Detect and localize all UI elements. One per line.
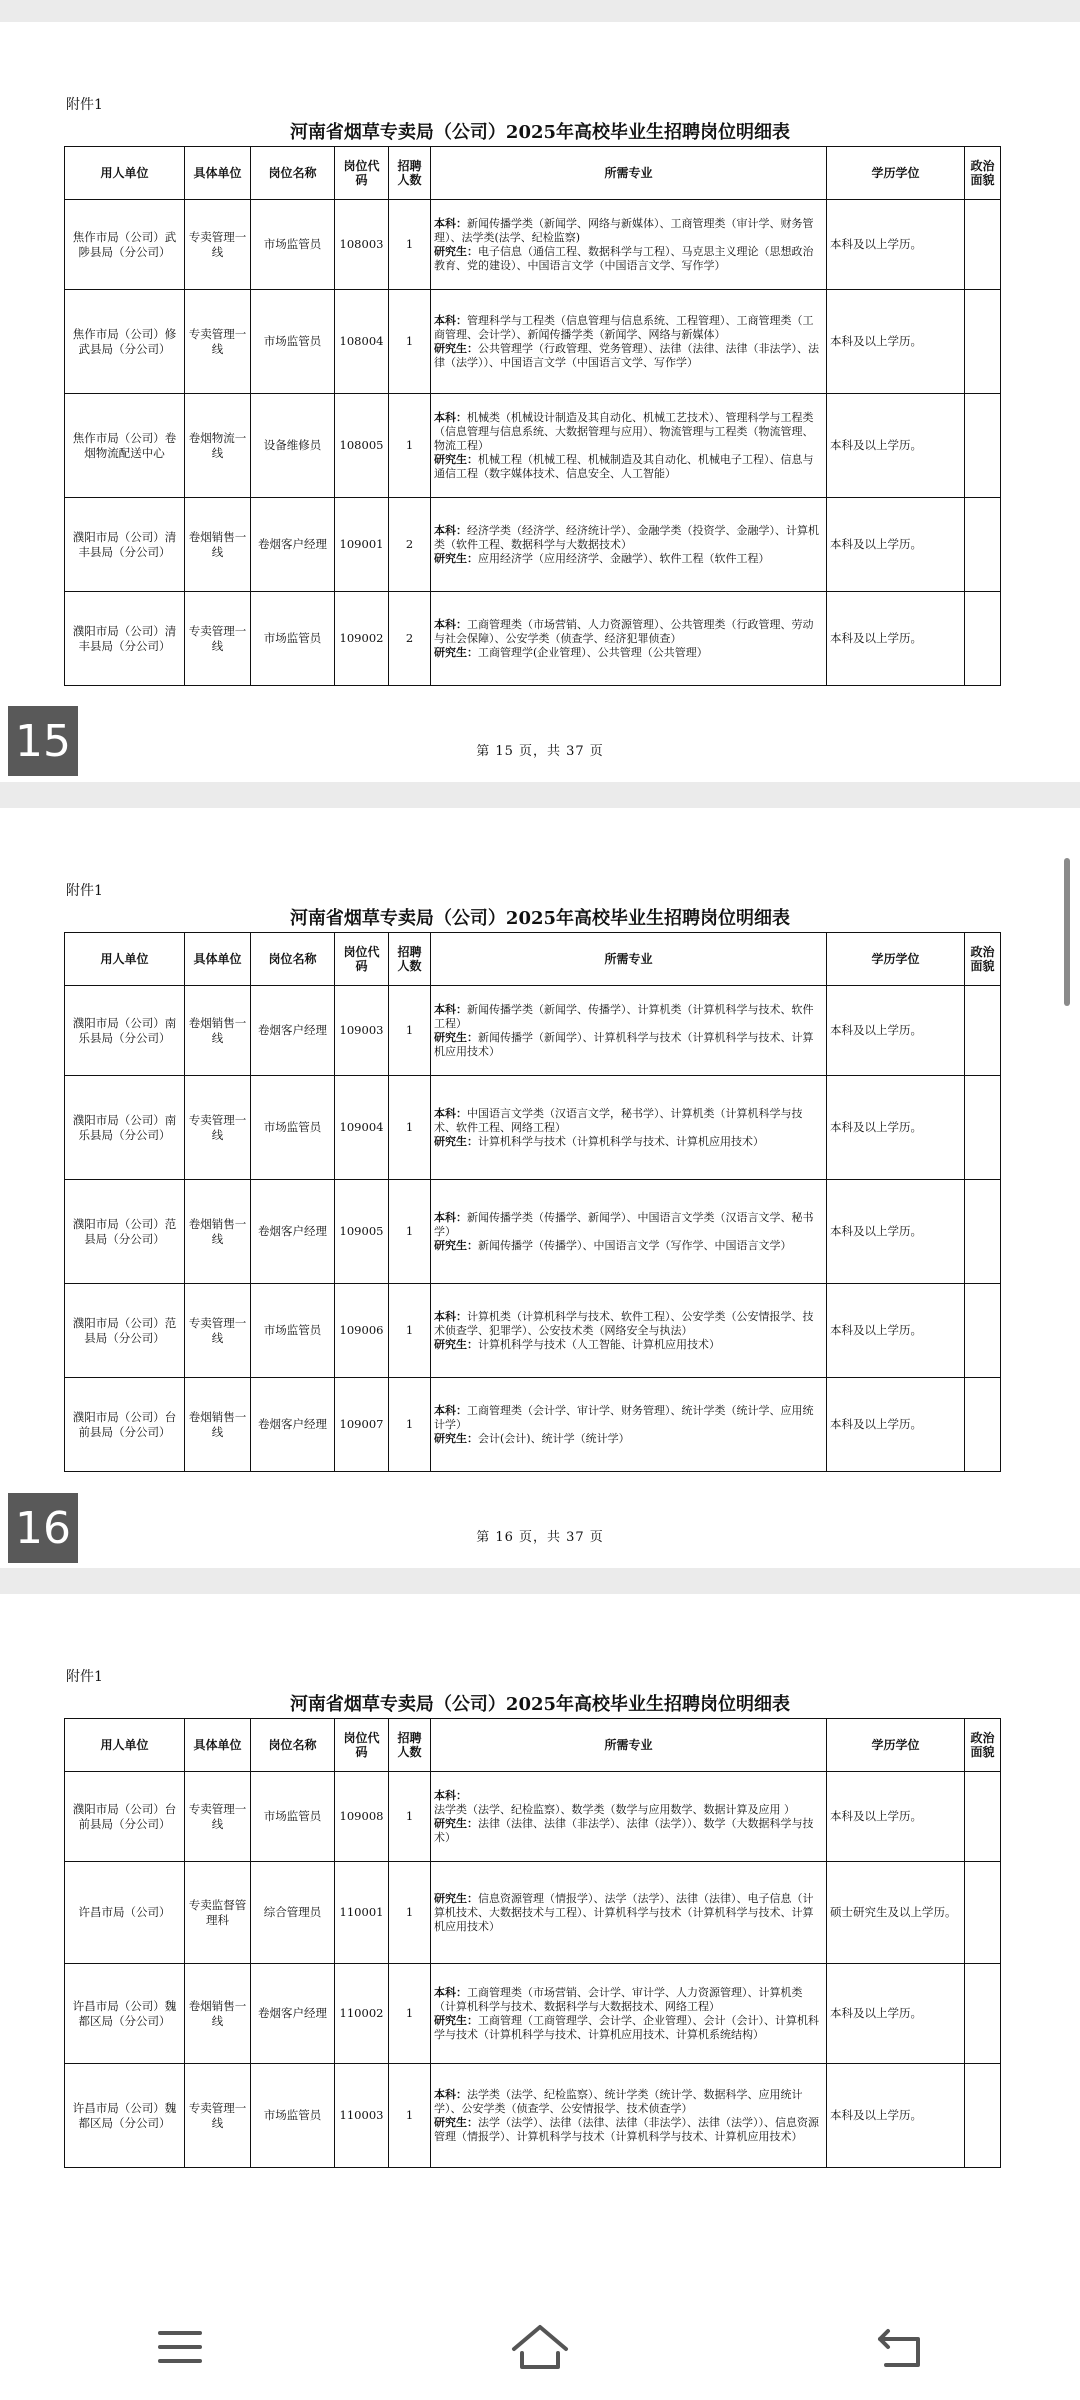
- column-header: 岗位代码: [335, 933, 389, 986]
- unit-cell: 焦作市局（公司）卷烟物流配送中心: [65, 394, 185, 498]
- jobs-table: [64, 146, 1001, 686]
- dept-cell: 卷烟销售一线: [185, 498, 251, 592]
- count-cell: 1: [389, 1964, 431, 2064]
- code-cell: 109006: [335, 1284, 389, 1378]
- undergrad-majors: [434, 1310, 823, 1338]
- politics-cell: [965, 1862, 1001, 1964]
- undergrad-text: 工商管理类（会计学、审计学、财务管理）、统计学类（统计学、应用统计学）: [434, 1403, 814, 1431]
- position-cell: 市场监管员: [251, 592, 335, 686]
- table-row: [65, 1076, 1001, 1180]
- major-cell: [431, 1180, 827, 1284]
- education-cell: 本科及以上学历。: [827, 1180, 965, 1284]
- code-cell: 109007: [335, 1378, 389, 1472]
- position-cell: 市场监管员: [251, 290, 335, 394]
- undergrad-majors: [434, 1404, 823, 1432]
- grad-label: 研究生：: [434, 1891, 478, 1905]
- politics-cell: [965, 200, 1001, 290]
- table-row: [65, 290, 1001, 394]
- grad-text: 新闻传播学（新闻学）、计算机科学与技术（计算机科学与技术、计算机应用技术）: [434, 1030, 814, 1058]
- jobs-table: [64, 1718, 1001, 2168]
- undergrad-text: 新闻传播学类（新闻学、网络与新媒体）、工商管理类（审计学、财务管理）、法学类(法学、纪检监察): [434, 216, 814, 244]
- column-header: 招聘人数: [389, 933, 431, 986]
- column-header: 岗位名称: [251, 933, 335, 986]
- grad-label: 研究生：: [434, 1030, 478, 1044]
- major-cell: [431, 498, 827, 592]
- undergrad-majors: [434, 1986, 823, 2014]
- grad-majors: [434, 1817, 823, 1845]
- column-header: 政治面貌: [965, 933, 1001, 986]
- unit-cell: 濮阳市局（公司）清丰县局（分公司）: [65, 498, 185, 592]
- dept-cell: 卷烟销售一线: [185, 1964, 251, 2064]
- table-header-row: [65, 1719, 1001, 1772]
- undergrad-label: 本科：: [434, 1210, 467, 1224]
- dept-cell: 专卖管理一线: [185, 2064, 251, 2168]
- major-cell: [431, 1862, 827, 1964]
- count-cell: 1: [389, 986, 431, 1076]
- table-row: [65, 592, 1001, 686]
- undergrad-majors: [434, 524, 823, 552]
- dept-cell: 专卖管理一线: [185, 1284, 251, 1378]
- grad-majors: [434, 1031, 823, 1059]
- unit-cell: 濮阳市局（公司）南乐县局（分公司）: [65, 1076, 185, 1180]
- undergrad-text: 计算机类（计算机科学与技术、软件工程）、公安学类（公安情报学、技术侦查学、犯罪学）、公安技术类（网络安全与执法）: [434, 1309, 814, 1337]
- grad-majors: [434, 1338, 823, 1352]
- undergrad-label: 本科：: [434, 216, 467, 230]
- education-cell: 本科及以上学历。: [827, 1076, 965, 1180]
- major-cell: [431, 592, 827, 686]
- position-cell: 市场监管员: [251, 1772, 335, 1862]
- column-header: 学历学位: [827, 147, 965, 200]
- grad-majors: [434, 1432, 823, 1446]
- table-body: [65, 1772, 1001, 2168]
- pdf-page-15: [0, 22, 1080, 782]
- column-header: 具体单位: [185, 147, 251, 200]
- column-header: 所需专业: [431, 147, 827, 200]
- table-row: [65, 986, 1001, 1076]
- jobs-table: [64, 932, 1001, 1472]
- count-cell: 1: [389, 1772, 431, 1862]
- position-cell: 市场监管员: [251, 1284, 335, 1378]
- education-cell: 本科及以上学历。: [827, 986, 965, 1076]
- code-cell: 110002: [335, 1964, 389, 2064]
- politics-cell: [965, 1076, 1001, 1180]
- code-cell: 110001: [335, 1862, 389, 1964]
- column-header: 招聘人数: [389, 1719, 431, 1772]
- column-header: 岗位名称: [251, 147, 335, 200]
- education-cell: 本科及以上学历。: [827, 2064, 965, 2168]
- position-cell: 市场监管员: [251, 2064, 335, 2168]
- unit-cell: 焦作市局（公司）修武县局（分公司）: [65, 290, 185, 394]
- page-number-badge: 15: [8, 706, 78, 776]
- politics-cell: [965, 1284, 1001, 1378]
- grad-majors: [434, 552, 823, 566]
- major-cell: [431, 1076, 827, 1180]
- undergrad-majors: [434, 217, 823, 245]
- code-cell: 110003: [335, 2064, 389, 2168]
- dept-cell: 卷烟物流一线: [185, 394, 251, 498]
- grad-text: 计算机科学与技术（计算机科学与技术、计算机应用技术）: [478, 1134, 764, 1148]
- unit-cell: 许昌市局（公司）: [65, 1862, 185, 1964]
- document-title: 河南省烟草专卖局（公司）2025年高校毕业生招聘岗位明细表: [289, 908, 791, 929]
- politics-cell: [965, 1180, 1001, 1284]
- grad-label: 研究生：: [434, 645, 478, 659]
- undergrad-majors: [434, 2088, 823, 2116]
- scrollbar-thumb[interactable]: [1064, 858, 1070, 1006]
- undergrad-majors: [434, 411, 823, 453]
- unit-cell: 许昌市局（公司）魏都区局（分公司）: [65, 2064, 185, 2168]
- undergrad-label: 本科：: [434, 2087, 467, 2101]
- politics-cell: [965, 1964, 1001, 2064]
- count-cell: 1: [389, 1284, 431, 1378]
- grad-majors: [434, 245, 823, 273]
- unit-cell: 许昌市局（公司）魏都区局（分公司）: [65, 1964, 185, 2064]
- grad-text: 新闻传播学（传播学）、中国语言文学（写作学、中国语言文学）: [478, 1238, 792, 1252]
- grad-label: 研究生：: [434, 452, 478, 466]
- document-title: 河南省烟草专卖局（公司）2025年高校毕业生招聘岗位明细表: [289, 122, 791, 143]
- table-row: [65, 1772, 1001, 1862]
- nav-menu-button[interactable]: [140, 2307, 220, 2387]
- grad-majors: [434, 646, 823, 660]
- code-cell: 109003: [335, 986, 389, 1076]
- major-cell: [431, 200, 827, 290]
- column-header: 岗位代码: [335, 147, 389, 200]
- code-cell: 108003: [335, 200, 389, 290]
- grad-majors: [434, 2116, 823, 2144]
- grad-label: 研究生：: [434, 1816, 478, 1830]
- table-row: [65, 1180, 1001, 1284]
- code-cell: 109008: [335, 1772, 389, 1862]
- count-cell: 1: [389, 1378, 431, 1472]
- undergrad-majors: [434, 1003, 823, 1031]
- education-cell: 本科及以上学历。: [827, 592, 965, 686]
- grad-text: 法律（法律、法律（非法学）、法律（法学））、数学（大数据科学与技术）: [434, 1816, 814, 1844]
- undergrad-text: 新闻传播学类（新闻学、传播学）、计算机类（计算机科学与技术、软件工程）: [434, 1002, 814, 1030]
- grad-majors: [434, 1135, 823, 1149]
- grad-label: 研究生：: [434, 2013, 478, 2027]
- major-cell: [431, 290, 827, 394]
- table-row: [65, 1862, 1001, 1964]
- count-cell: 2: [389, 592, 431, 686]
- undergrad-label: 本科：: [434, 523, 467, 537]
- table-row: [65, 1378, 1001, 1472]
- code-cell: 109001: [335, 498, 389, 592]
- position-cell: 市场监管员: [251, 1076, 335, 1180]
- position-cell: 卷烟客户经理: [251, 498, 335, 592]
- undergrad-text: 法学类（法学、纪检监察）、统计学类（统计学、数据科学、应用统计学）、公安学类（侦查学、公安情报学、技术侦查学）: [434, 2087, 803, 2115]
- nav-home-button[interactable]: [500, 2307, 580, 2387]
- undergrad-text: 新闻传播学类（传播学、新闻学）、中国语言文学类（汉语言文学、秘书学）: [434, 1210, 814, 1238]
- dept-cell: 专卖管理一线: [185, 200, 251, 290]
- position-cell: 市场监管员: [251, 200, 335, 290]
- education-cell: 硕士研究生及以上学历。: [827, 1862, 965, 1964]
- education-cell: 本科及以上学历。: [827, 498, 965, 592]
- dept-cell: 专卖监督管理科: [185, 1862, 251, 1964]
- undergrad-majors: [434, 1789, 823, 1817]
- code-cell: 109004: [335, 1076, 389, 1180]
- table-row: [65, 1284, 1001, 1378]
- table-body: [65, 986, 1001, 1472]
- education-cell: 本科及以上学历。: [827, 200, 965, 290]
- major-cell: [431, 2064, 827, 2168]
- column-header: 岗位代码: [335, 1719, 389, 1772]
- undergrad-text: 工商管理类（市场营销、会计学、审计学、人力资源管理）、计算机类（计算机科学与技术、数据科学与大数据技术、网络工程）: [434, 1985, 803, 2013]
- education-cell: 本科及以上学历。: [827, 1284, 965, 1378]
- column-header: 招聘人数: [389, 147, 431, 200]
- grad-majors: [434, 342, 823, 370]
- table-row: [65, 200, 1001, 290]
- grad-text: 信息资源管理（情报学）、法学（法学）、法律（法律）、电子信息（计算机技术、大数据技术与工程）、计算机科学与技术（计算机科学与技术、计算机应用技术）: [434, 1891, 814, 1933]
- major-cell: [431, 1772, 827, 1862]
- politics-cell: [965, 394, 1001, 498]
- count-cell: 1: [389, 200, 431, 290]
- undergrad-label: 本科：: [434, 1309, 467, 1323]
- code-cell: 108005: [335, 394, 389, 498]
- grad-text: 工商管理学(企业管理）、公共管理（公共管理）: [478, 645, 708, 659]
- column-header: 岗位名称: [251, 1719, 335, 1772]
- undergrad-label: 本科：: [434, 1985, 467, 1999]
- count-cell: 2: [389, 498, 431, 592]
- code-cell: 108004: [335, 290, 389, 394]
- dept-cell: 卷烟销售一线: [185, 1180, 251, 1284]
- count-cell: 1: [389, 1180, 431, 1284]
- position-cell: 卷烟客户经理: [251, 1180, 335, 1284]
- unit-cell: 濮阳市局（公司）南乐县局（分公司）: [65, 986, 185, 1076]
- column-header: 用人单位: [65, 147, 185, 200]
- grad-label: 研究生：: [434, 244, 478, 258]
- dept-cell: 专卖管理一线: [185, 1772, 251, 1862]
- page-footer: 第 16 页，共 37 页: [476, 1530, 604, 1545]
- grad-text: 工商管理（工商管理学、会计学、企业管理）、会计（会计）、计算机科学与技术（计算机科学与技术、计算机应用技术、计算机系统结构）: [434, 2013, 819, 2041]
- dept-cell: 专卖管理一线: [185, 1076, 251, 1180]
- grad-majors: [434, 2014, 823, 2042]
- education-cell: 本科及以上学历。: [827, 1772, 965, 1862]
- grad-label: 研究生：: [434, 1431, 478, 1445]
- major-cell: [431, 394, 827, 498]
- grad-label: 研究生：: [434, 2115, 478, 2129]
- column-header: 政治面貌: [965, 1719, 1001, 1772]
- grad-label: 研究生：: [434, 1134, 478, 1148]
- column-header: 政治面貌: [965, 147, 1001, 200]
- position-cell: 卷烟客户经理: [251, 1964, 335, 2064]
- undergrad-label: 本科：: [434, 313, 467, 327]
- undergrad-text: 机械类（机械设计制造及其自动化、机械工艺技术）、管理科学与工程类（信息管理与信息系统、大数据管理与应用）、物流管理与工程类（物流管理、物流工程）: [434, 410, 814, 452]
- table-header-row: [65, 147, 1001, 200]
- count-cell: 1: [389, 394, 431, 498]
- table-body: [65, 200, 1001, 686]
- position-cell: 设备维修员: [251, 394, 335, 498]
- undergrad-majors: [434, 314, 823, 342]
- unit-cell: 濮阳市局（公司）台前县局（分公司）: [65, 1772, 185, 1862]
- annex-label: 附件1: [66, 883, 103, 899]
- undergrad-label: 本科：: [434, 1788, 467, 1802]
- column-header: 具体单位: [185, 933, 251, 986]
- dept-cell: 卷烟销售一线: [185, 1378, 251, 1472]
- undergrad-text: 管理科学与工程类（信息管理与信息系统、工程管理）、工商管理类（工商管理、会计学）、新闻传播学类（新闻学、网络与新媒体）: [434, 313, 814, 341]
- major-cell: [431, 1378, 827, 1472]
- grad-majors: [434, 1239, 823, 1253]
- politics-cell: [965, 498, 1001, 592]
- position-cell: 卷烟客户经理: [251, 986, 335, 1076]
- document-title: 河南省烟草专卖局（公司）2025年高校毕业生招聘岗位明细表: [289, 1694, 791, 1715]
- count-cell: 1: [389, 290, 431, 394]
- grad-label: 研究生：: [434, 1337, 478, 1351]
- table-row: [65, 1964, 1001, 2064]
- grad-text: 应用经济学（应用经济学、金融学）、软件工程（软件工程）: [478, 551, 770, 565]
- politics-cell: [965, 1772, 1001, 1862]
- grad-text: 电子信息（通信工程、数据科学与工程）、马克思主义理论（思想政治教育、党的建设）、中国语言文学（中国语言文学、写作学）: [434, 244, 814, 272]
- grad-text: 机械工程（机械工程、机械制造及其自动化、机械电子工程）、信息与通信工程（数字媒体技术、信息安全、人工智能）: [434, 452, 814, 480]
- grad-text: 公共管理学（行政管理、党务管理）、法律（法律、法律（非法学）、法律（法学））、中国语言文学（中国语言文学、写作学）: [434, 341, 819, 369]
- page-footer: 第 15 页，共 37 页: [476, 744, 604, 759]
- undergrad-label: 本科：: [434, 1403, 467, 1417]
- column-header: 用人单位: [65, 1719, 185, 1772]
- column-header: 所需专业: [431, 1719, 827, 1772]
- count-cell: 1: [389, 1862, 431, 1964]
- code-cell: 109002: [335, 592, 389, 686]
- unit-cell: 焦作市局（公司）武陟县局（分公司）: [65, 200, 185, 290]
- grad-label: 研究生：: [434, 341, 478, 355]
- undergrad-text: 经济学类（经济学、经济统计学）、金融学类（投资学、金融学）、计算机类（软件工程、数据科学与大数据技术）: [434, 523, 819, 551]
- menu-icon: [156, 2327, 204, 2367]
- undergrad-text: 中国语言文学类（汉语言文学，秘书学）、计算机类（计算机科学与技术、软件工程、网络工程）: [434, 1106, 803, 1134]
- back-icon: [874, 2323, 926, 2371]
- column-header: 具体单位: [185, 1719, 251, 1772]
- pdf-page-17: [0, 1594, 1080, 2294]
- unit-cell: 濮阳市局（公司）清丰县局（分公司）: [65, 592, 185, 686]
- grad-label: 研究生：: [434, 551, 478, 565]
- politics-cell: [965, 2064, 1001, 2168]
- count-cell: 1: [389, 1076, 431, 1180]
- home-icon: [510, 2323, 570, 2371]
- education-cell: 本科及以上学历。: [827, 290, 965, 394]
- undergrad-text: 法学类（法学、纪检监察）、数学类（数学与应用数学、数据计算及应用 ）: [434, 1802, 795, 1816]
- politics-cell: [965, 986, 1001, 1076]
- undergrad-majors: [434, 1107, 823, 1135]
- undergrad-label: 本科：: [434, 617, 467, 631]
- education-cell: 本科及以上学历。: [827, 394, 965, 498]
- position-cell: 卷烟客户经理: [251, 1378, 335, 1472]
- code-cell: 109005: [335, 1180, 389, 1284]
- grad-label: 研究生：: [434, 1238, 478, 1252]
- grad-text: 会计(会计)、统计学（统计学）: [478, 1431, 630, 1445]
- undergrad-label: 本科：: [434, 1106, 467, 1120]
- grad-majors: [434, 453, 823, 481]
- undergrad-label: 本科：: [434, 1002, 467, 1016]
- table-row: [65, 498, 1001, 592]
- politics-cell: [965, 1378, 1001, 1472]
- grad-text: 计算机科学与技术（人工智能、计算机应用技术）: [478, 1337, 720, 1351]
- page-number-badge: 16: [8, 1493, 78, 1563]
- nav-back-button[interactable]: [860, 2307, 940, 2387]
- annex-label: 附件1: [66, 1669, 103, 1685]
- unit-cell: 濮阳市局（公司）范县局（分公司）: [65, 1284, 185, 1378]
- unit-cell: 濮阳市局（公司）范县局（分公司）: [65, 1180, 185, 1284]
- undergrad-majors: [434, 1211, 823, 1239]
- system-nav-bar: [0, 2294, 1080, 2400]
- undergrad-label: 本科：: [434, 410, 467, 424]
- pdf-page-16: [0, 808, 1080, 1568]
- unit-cell: 濮阳市局（公司）台前县局（分公司）: [65, 1378, 185, 1472]
- dept-cell: 专卖管理一线: [185, 290, 251, 394]
- major-cell: [431, 1964, 827, 2064]
- politics-cell: [965, 290, 1001, 394]
- major-cell: [431, 1284, 827, 1378]
- column-header: 用人单位: [65, 933, 185, 986]
- table-row: [65, 394, 1001, 498]
- table-header-row: [65, 933, 1001, 986]
- table-row: [65, 2064, 1001, 2168]
- column-header: 学历学位: [827, 1719, 965, 1772]
- undergrad-text: 工商管理类（市场营销、人力资源管理）、公共管理类（行政管理、劳动与社会保障）、公安学类（侦查学、经济犯罪侦查）: [434, 617, 814, 645]
- grad-text: 法学（法学）、法律（法律、法律（非法学）、法律（法学））、信息资源管理（情报学）、计算机科学与技术（计算机科学与技术、计算机应用技术）: [434, 2115, 819, 2143]
- education-cell: 本科及以上学历。: [827, 1378, 965, 1472]
- dept-cell: 专卖管理一线: [185, 592, 251, 686]
- politics-cell: [965, 592, 1001, 686]
- undergrad-majors: [434, 618, 823, 646]
- education-cell: 本科及以上学历。: [827, 1964, 965, 2064]
- major-cell: [431, 986, 827, 1076]
- count-cell: 1: [389, 2064, 431, 2168]
- dept-cell: 卷烟销售一线: [185, 986, 251, 1076]
- column-header: 所需专业: [431, 933, 827, 986]
- grad-majors: [434, 1892, 823, 1934]
- annex-label: 附件1: [66, 97, 103, 113]
- column-header: 学历学位: [827, 933, 965, 986]
- position-cell: 综合管理员: [251, 1862, 335, 1964]
